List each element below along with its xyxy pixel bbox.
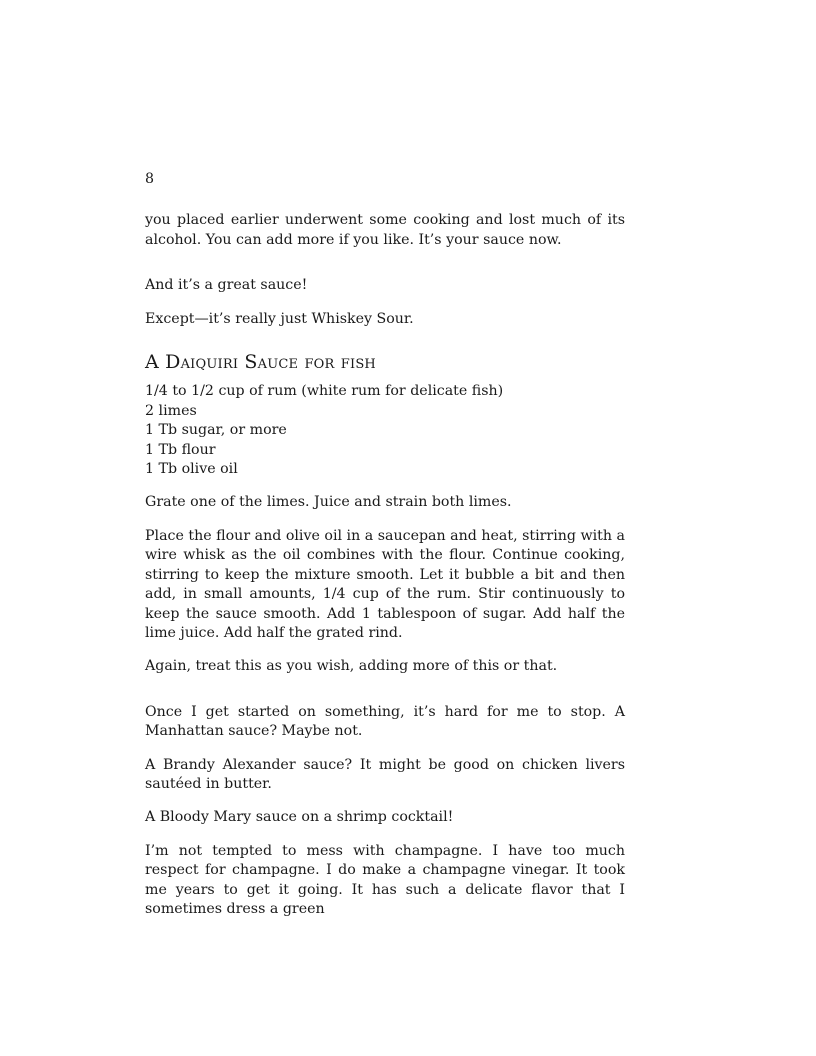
paragraph-gap [145, 264, 625, 276]
document-page [145, 170, 625, 933]
paragraph: Once I get started on something, it’s hard for me to stop. A Manhattan sauce? Maybe not. [145, 703, 625, 740]
paragraph: you placed earlier underwent some cooking and lost much of its alcohol. You can add more if you like. It’s your sauce now. [145, 212, 625, 248]
paragraph: Except—it’s really just Whiskey Sour. [145, 310, 414, 327]
ingredient-item: 2 limes [145, 402, 197, 419]
paragraph: A Bloody Mary sauce on a shrimp cocktail! [145, 809, 454, 826]
ingredient-item: 1 Tb sugar, or more [145, 422, 287, 439]
page-number: 8 [145, 171, 155, 187]
ingredient-item: 1 Tb flour [145, 441, 216, 458]
paragraph: A Brandy Alexander sauce? It might be good on chicken livers sautéed in butter. [145, 756, 625, 792]
recipe-step: Place the flour and olive oil in a saucepan and heat, stirring with a wire whisk as the oil combines with the flour. Continue cooking, stirring to keep the mixture smooth. Let it bubble a bit and then add, in small amounts, 1/4 cup of the rum. Stir continuously to keep the sauce smooth. Add 1 tablespoon of sugar. Add half the lime juice. Add half the grated rind. [145, 527, 625, 641]
recipe-step: Again, treat this as you wish, adding more of this or that. [145, 658, 558, 675]
paragraph: I’m not tempted to mess with champagne. I have too much respect for champagne. I do make a champagne vinegar. It took me years to get it going. It has such a delicate flavor that I sometimes dress a green [145, 842, 625, 917]
ingredient-item: 1 Tb olive oil [145, 461, 238, 478]
paragraph-gap [145, 691, 625, 703]
ingredient-item: 1/4 to 1/2 cup of rum (white rum for delicate fish) [145, 383, 504, 400]
recipe-step: Grate one of the limes. Juice and strain both limes. [145, 494, 512, 511]
ingredient-list [145, 382, 625, 479]
paragraph: And it’s a great sauce! [145, 277, 308, 294]
section-heading: A Daiquiri Sauce for fish [145, 351, 376, 374]
